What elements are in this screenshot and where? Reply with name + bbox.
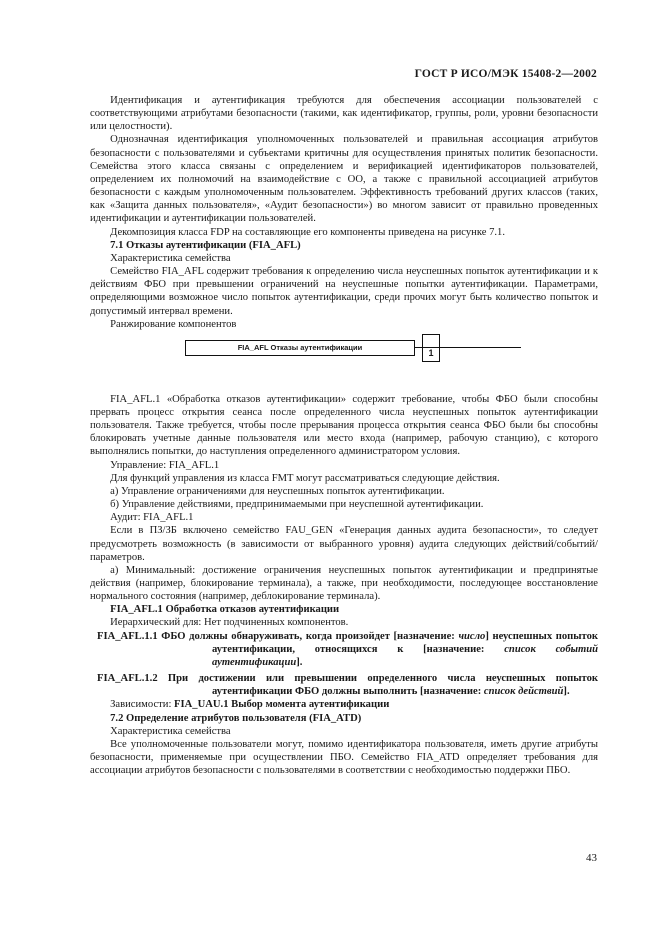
list-item: а) Управление ограничениями для неуспешных попыток аутентификации. [110, 485, 445, 497]
requirement-id: FIA_AFL.1.2 [97, 673, 158, 685]
component-level-box: 1 [422, 334, 440, 362]
subheading: Характеристика семейства [110, 725, 231, 737]
section-heading-7-1: 7.1 Отказы аутентификации (FIA_AFL) [110, 239, 301, 251]
hierarchy-line: Иерархический для: Нет подчиненных компонентов. [110, 617, 349, 629]
family-box: FIA_AFL Отказы аутентификации [185, 340, 415, 356]
paragraph: Идентификация и аутентификация требуются для обеспечения ассоциации пользователей с соответствующими атрибутами безопасности (такими, как идентификатор, группы, роли, уровни безопасности или целостности). [90, 95, 598, 133]
page-header: ГОСТ Р ИСО/МЭК 15408-2—2002 [414, 68, 597, 80]
page-number: 43 [586, 852, 597, 864]
paragraph: Семейство FIA_AFL содержит требования к определению числа неуспешных попыток аутентификации и к действиям ФБО при превышении ограничений на неуспешные попытки аутентификации. Параметрами, определяющими возможное число попыток аутентификации, среди прочих могут быть количество попыток и допустимый интервал времени. [90, 266, 598, 317]
paragraph: Все уполномоченные пользователи могут, помимо идентификатора пользователя, иметь другие атрибуты безопасности, применяемые при осуществлении ПБО. Семейство FIA_ATD определяет требования для ассоциации атрибутов безопасности с пользователями в соответствии с необходимостью поддержки ПБО. [90, 738, 598, 777]
component-title: FIA_AFL.1 Обработка отказов аутентификации [110, 604, 340, 616]
subheading: Аудит: FIA_AFL.1 [110, 512, 194, 524]
subheading: Ранжирование компонентов [110, 318, 237, 330]
requirement-afl-1-2: FIA_AFL.1.2 При достижении или превышении определенного числа неуспешных попыток аутентификации ФБО должны выполнить [назначение: список действий]. [97, 673, 598, 698]
requirement-id: FIA_AFL.1.1 [97, 630, 158, 642]
component-ranking-diagram [90, 333, 598, 385]
subheading: Управление: FIA_AFL.1 [110, 459, 220, 471]
dependencies-line: Зависимости: FIA_UAU.1 Выбор момента аутентификации [110, 699, 390, 711]
list-item: а) Минимальный: достижение ограничения неуспешных попыток аутентификации и предпринятые действия (например, блокирование терминала), а также, при необходимости, последующее восстановление нормального состояния (например, деблокирование терминала). [90, 564, 598, 603]
section-heading-7-2: 7.2 Определение атрибутов пользователя (FIA_ATD) [110, 712, 362, 724]
paragraph: Однозначная идентификация уполномоченных пользователей и правильная ассоциация атрибутов безопасности с пользователями и субъектами критичны для осуществления принятых политик безопасности. Семейства этого класса связаны с определением и верификацией идентификаторов пользователей, определением их полномочий на взаимодействие с ОО, а также с правильной ассоциацией атрибутов безопасности с каждым уполномоченным пользователем. Эффективность требований других классов (таких, как «Защита данных пользователя», «Аудит безопасности») во многом зависит от правильно проведенных идентификации и аутентификации пользователей. [90, 134, 598, 225]
paragraph: Если в ПЗ/ЗБ включено семейство FAU_GEN «Генерация данных аудита безопасности», то следует предусмотреть возможность (в зависимости от выбранного уровня) аудита следующих действий/событий/параметров. [90, 525, 598, 563]
paragraph: Декомпозиция класса FDP на составляющие его компоненты приведена на рисунке 7.1. [110, 226, 505, 238]
paragraph: FIA_AFL.1 «Обработка отказов аутентификации» содержит требование, чтобы ФБО были способны прервать процесс открытия сеанса после определенного числа неуспешных попыток аутентификации пользователя. Также требуется, чтобы после прерывания процесса открытия сеанса ФБО были бы способны блокировать учетные данные пользователя или место входа (например, рабочую станцию), с которого выполнялись попытки, до наступления определенного администратором условия. [90, 393, 598, 458]
page-content [90, 94, 598, 777]
list-item: б) Управление действиями, предпринимаемыми при неуспешной аутентификации. [110, 499, 484, 511]
paragraph: Для функций управления из класса FMT могут рассматриваться следующие действия. [110, 472, 500, 484]
requirement-afl-1-1: FIA_AFL.1.1 ФБО должны обнаруживать, когда произойдет [назначение: число] неуспешных попыток аутентификации, относящихся к [назначение: список событий аутентификации]. [97, 630, 598, 668]
subheading: Характеристика семейства [110, 252, 231, 264]
